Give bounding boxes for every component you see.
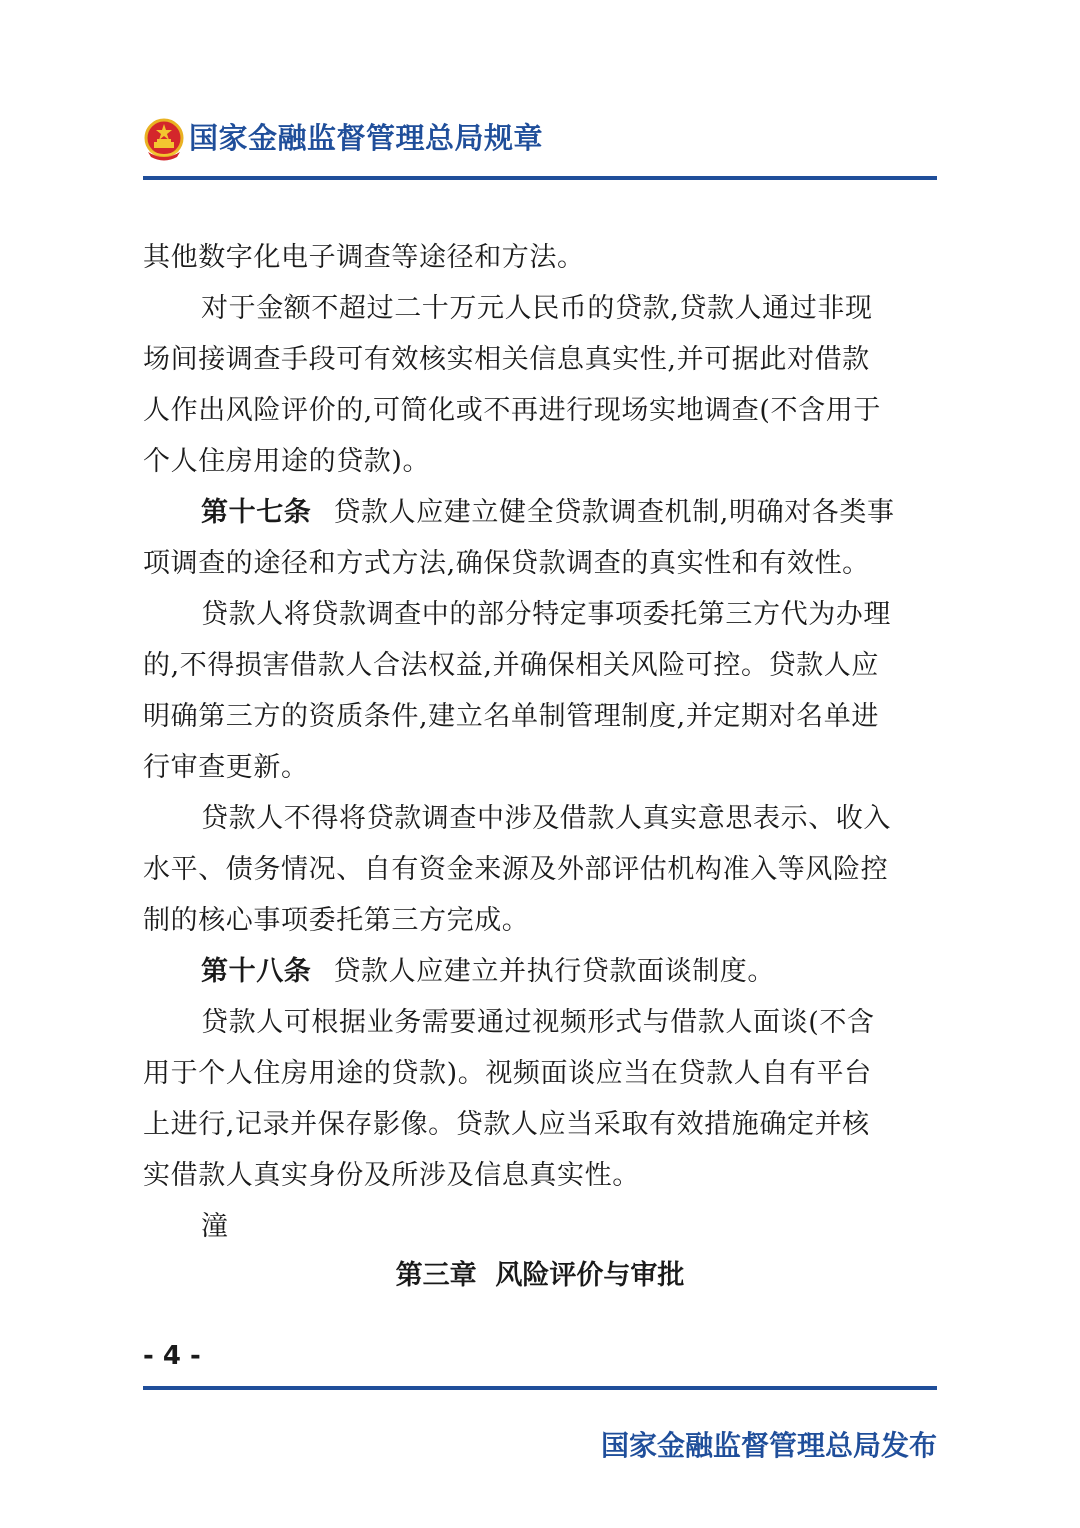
body-line-text: 制的核心事项委托第三方完成。 <box>143 905 530 936</box>
body-line-text: 贷款人不得将贷款调查中涉及借款人真实意思表示、收入 <box>201 803 891 834</box>
body-line <box>143 334 937 385</box>
national-emblem-icon <box>143 118 185 162</box>
body-line <box>143 538 937 589</box>
article-17-line <box>143 487 937 538</box>
chapter-title: 第三章 风险评价与审批 <box>395 1260 685 1291</box>
footer-publisher: 国家金融监督管理总局发布 <box>600 1429 937 1462</box>
body-line <box>143 895 937 946</box>
body-line <box>143 1048 937 1099</box>
body-line <box>143 1201 937 1252</box>
article-heading: 第十七条 <box>201 497 312 528</box>
body-line-text: 贷款人应建立并执行贷款面谈制度。 <box>333 956 776 987</box>
body-line-text: 贷款人将贷款调查中的部分特定事项委托第三方代为办理 <box>201 599 891 630</box>
body-line <box>143 640 937 691</box>
body-line-text: 上进行,记录并保存影像。贷款人应当采取有效措施确定并核 <box>143 1109 870 1140</box>
body-line <box>143 742 937 793</box>
body-line-text: 场间接调查手段可有效核实相关信息真实性,并可据此对借款 <box>143 344 870 375</box>
body-line-text: 项调查的途径和方式方法,确保贷款调查的真实性和有效性。 <box>143 548 870 579</box>
header-divider <box>143 176 937 180</box>
body-line <box>143 691 937 742</box>
body-line <box>143 844 937 895</box>
body-line-text: 对于金额不超过二十万元人民币的贷款,贷款人通过非现 <box>201 293 873 324</box>
body-line-text: 贷款人应建立健全贷款调查机制,明确对各类事 <box>333 497 895 528</box>
body-line <box>143 385 937 436</box>
body-line <box>143 283 937 334</box>
document-body <box>143 232 937 1252</box>
document-header <box>143 112 937 168</box>
body-line-text: 实借款人真实身份及所涉及信息真实性。 <box>143 1160 640 1191</box>
body-line-text: 贷款人可根据业务需要通过视频形式与借款人面谈(不含 <box>201 1007 875 1038</box>
body-line-text: 个人住房用途的贷款)。 <box>143 446 431 477</box>
body-line-text: 水平、债务情况、自有资金来源及外部评估机构准入等风险控 <box>143 854 889 885</box>
body-line <box>143 997 937 1048</box>
body-line-text: 潼 <box>201 1211 229 1242</box>
body-line-text: 人作出风险评价的,可简化或不再进行现场实地调查(不含用于 <box>143 395 881 426</box>
body-line-text: 行审查更新。 <box>143 752 309 783</box>
body-line-text: 的,不得损害借款人合法权益,并确保相关风险可控。贷款人应 <box>143 650 879 681</box>
footer-divider <box>143 1386 937 1390</box>
page-number: - 4 - <box>143 1341 201 1371</box>
body-line <box>143 232 937 283</box>
article-heading: 第十八条 <box>201 956 312 987</box>
body-line <box>143 589 937 640</box>
header-title: 国家金融监督管理总局规章 <box>189 121 544 155</box>
body-line-text: 用于个人住房用途的贷款)。视频面谈应当在贷款人自有平台 <box>143 1058 872 1089</box>
body-line-text: 明确第三方的资质条件,建立名单制管理制度,并定期对名单进 <box>143 701 879 732</box>
article-18-line <box>143 946 937 997</box>
body-line <box>143 436 937 487</box>
body-line-text: 其他数字化电子调查等途径和方法。 <box>143 242 585 273</box>
body-line <box>143 793 937 844</box>
body-line <box>143 1099 937 1150</box>
body-line <box>143 1150 937 1201</box>
